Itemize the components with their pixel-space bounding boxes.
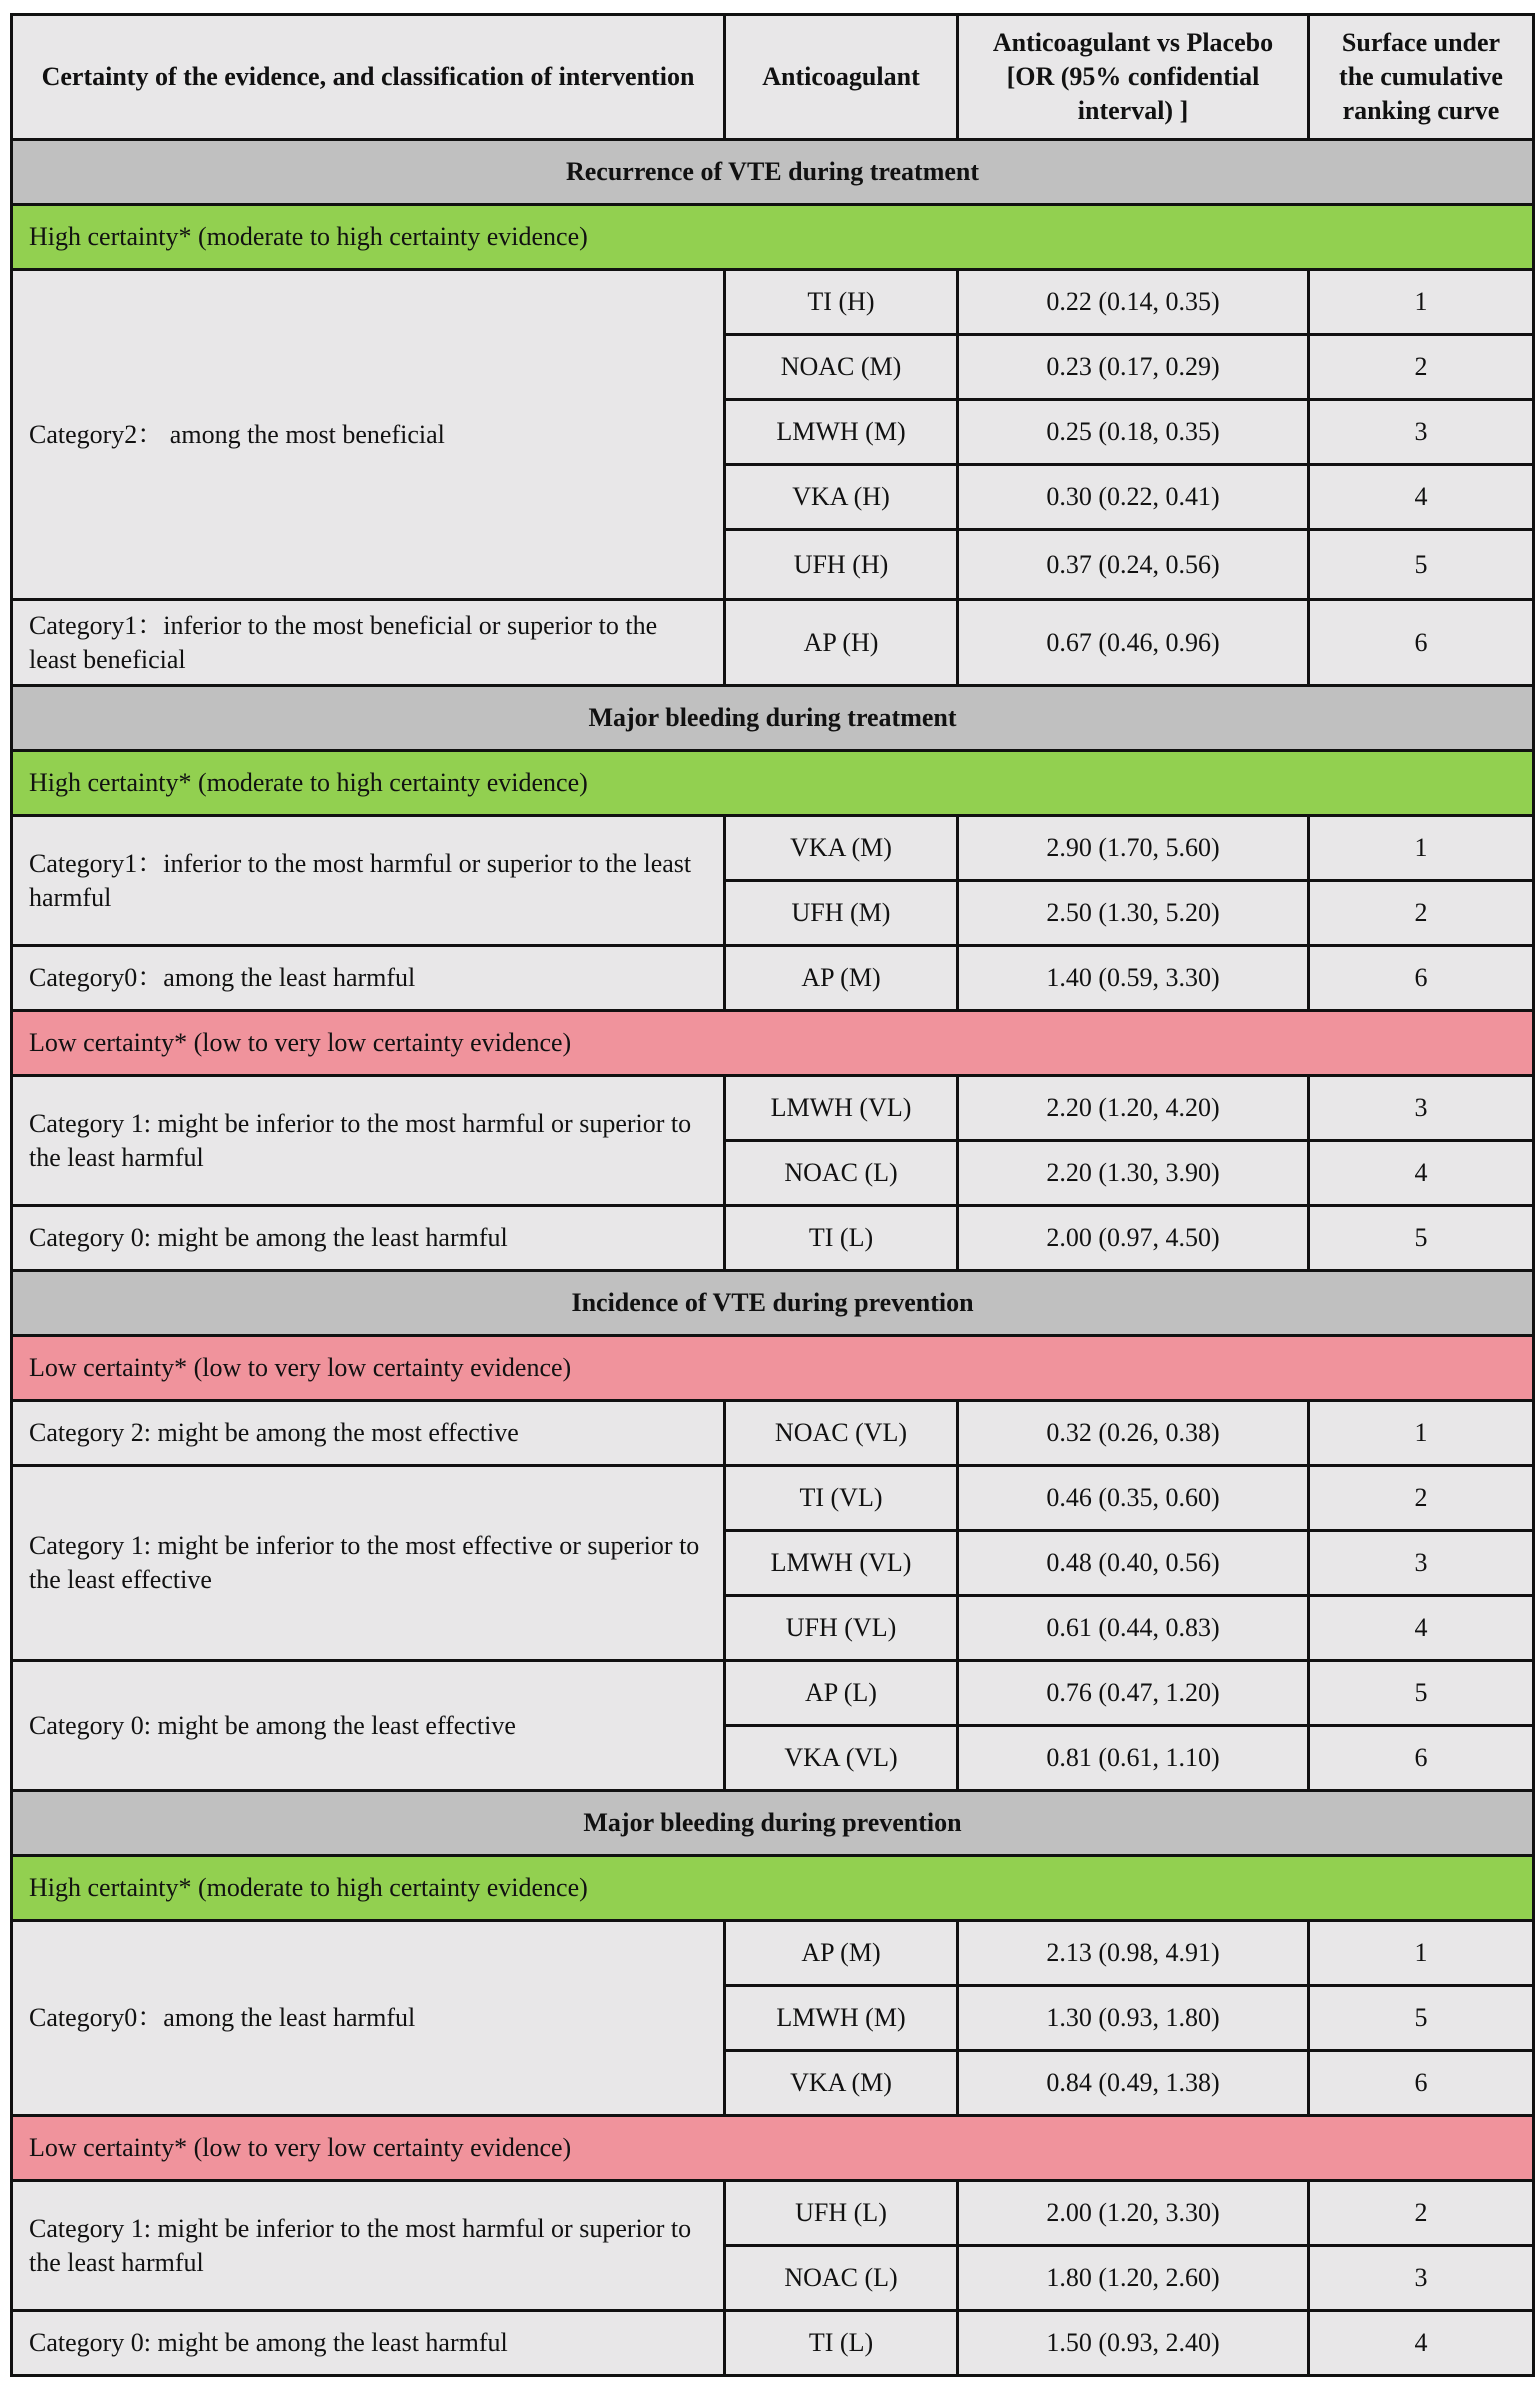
certainty-label: Low certainty* (low to very low certainty evidence) xyxy=(12,1336,1534,1401)
certainty-label: High certainty* (moderate to high certainty evidence) xyxy=(12,1856,1534,1921)
odds-ratio-cell: 0.67 (0.46, 0.96) xyxy=(958,600,1309,686)
anticoagulant-cell: VKA (VL) xyxy=(725,1726,958,1791)
anticoagulant-cell: AP (M) xyxy=(725,946,958,1011)
anticoagulant-cell: NOAC (L) xyxy=(725,2246,958,2311)
table-row xyxy=(12,270,1534,335)
table-row xyxy=(12,2181,1534,2246)
anticoagulant-cell: VKA (H) xyxy=(725,465,958,530)
anticoagulant-cell: VKA (M) xyxy=(725,2051,958,2116)
certainty-row xyxy=(12,751,1534,816)
certainty-row xyxy=(12,2116,1534,2181)
sucra-rank-cell: 2 xyxy=(1309,881,1534,946)
category-label: Category1：inferior to the most harmful or superior to the least harmful xyxy=(12,816,725,946)
anticoagulant-cell: TI (H) xyxy=(725,270,958,335)
sucra-rank-cell: 6 xyxy=(1309,946,1534,1011)
results-table xyxy=(10,13,1535,2377)
odds-ratio-cell: 0.61 (0.44, 0.83) xyxy=(958,1596,1309,1661)
odds-ratio-cell: 0.46 (0.35, 0.60) xyxy=(958,1466,1309,1531)
anticoagulant-cell: LMWH (M) xyxy=(725,400,958,465)
table-row xyxy=(12,1206,1534,1271)
section-header-row xyxy=(12,1791,1534,1856)
odds-ratio-cell: 2.00 (1.20, 3.30) xyxy=(958,2181,1309,2246)
anticoagulant-cell: TI (L) xyxy=(725,2311,958,2376)
odds-ratio-cell: 1.40 (0.59, 3.30) xyxy=(958,946,1309,1011)
anticoagulant-cell: UFH (L) xyxy=(725,2181,958,2246)
sucra-rank-cell: 6 xyxy=(1309,600,1534,686)
anticoagulant-cell: UFH (H) xyxy=(725,530,958,600)
anticoagulant-cell: AP (M) xyxy=(725,1921,958,1986)
sucra-rank-cell: 1 xyxy=(1309,1401,1534,1466)
category-label: Category 1: might be inferior to the most effective or superior to the least effective xyxy=(12,1466,725,1661)
category-label: Category 1: might be inferior to the most harmful or superior to the least harmful xyxy=(12,2181,725,2311)
odds-ratio-cell: 0.48 (0.40, 0.56) xyxy=(958,1531,1309,1596)
odds-ratio-cell: 0.84 (0.49, 1.38) xyxy=(958,2051,1309,2116)
anticoagulant-cell: LMWH (M) xyxy=(725,1986,958,2051)
section-title: Major bleeding during prevention xyxy=(12,1791,1534,1856)
section-header-row xyxy=(12,686,1534,751)
odds-ratio-cell: 0.25 (0.18, 0.35) xyxy=(958,400,1309,465)
sucra-rank-cell: 5 xyxy=(1309,1661,1534,1726)
odds-ratio-cell: 0.32 (0.26, 0.38) xyxy=(958,1401,1309,1466)
category-label: Category 1: might be inferior to the most harmful or superior to the least harmful xyxy=(12,1076,725,1206)
certainty-label: Low certainty* (low to very low certainty evidence) xyxy=(12,2116,1534,2181)
odds-ratio-cell: 1.50 (0.93, 2.40) xyxy=(958,2311,1309,2376)
section-title: Incidence of VTE during prevention xyxy=(12,1271,1534,1336)
odds-ratio-cell: 0.22 (0.14, 0.35) xyxy=(958,270,1309,335)
anticoagulant-cell: LMWH (VL) xyxy=(725,1076,958,1141)
odds-ratio-cell: 2.20 (1.30, 3.90) xyxy=(958,1141,1309,1206)
table-row xyxy=(12,1466,1534,1531)
header-odds-ratio: Anticoagulant vs Placebo [OR (95% confidential interval) ] xyxy=(958,15,1309,140)
category-label: Category 0: might be among the least effective xyxy=(12,1661,725,1791)
certainty-row xyxy=(12,1856,1534,1921)
odds-ratio-cell: 0.23 (0.17, 0.29) xyxy=(958,335,1309,400)
certainty-row xyxy=(12,205,1534,270)
sucra-rank-cell: 1 xyxy=(1309,816,1534,881)
section-header-row xyxy=(12,140,1534,205)
sucra-rank-cell: 2 xyxy=(1309,2181,1534,2246)
header-sucra: Surface under the cumulative ranking curve xyxy=(1309,15,1534,140)
category-label: Category0：among the least harmful xyxy=(12,946,725,1011)
category-label: Category 0: might be among the least harmful xyxy=(12,2311,725,2376)
sucra-rank-cell: 5 xyxy=(1309,1206,1534,1271)
sucra-rank-cell: 4 xyxy=(1309,465,1534,530)
sucra-rank-cell: 2 xyxy=(1309,335,1534,400)
section-title: Major bleeding during treatment xyxy=(12,686,1534,751)
table-row xyxy=(12,600,1534,686)
section-header-row xyxy=(12,1271,1534,1336)
certainty-label: Low certainty* (low to very low certainty evidence) xyxy=(12,1011,1534,1076)
sucra-rank-cell: 3 xyxy=(1309,2246,1534,2311)
certainty-label: High certainty* (moderate to high certainty evidence) xyxy=(12,751,1534,816)
anticoagulant-cell: NOAC (VL) xyxy=(725,1401,958,1466)
table-row xyxy=(12,1401,1534,1466)
table-row xyxy=(12,1076,1534,1141)
odds-ratio-cell: 0.76 (0.47, 1.20) xyxy=(958,1661,1309,1726)
sucra-rank-cell: 3 xyxy=(1309,1076,1534,1141)
sucra-rank-cell: 6 xyxy=(1309,2051,1534,2116)
anticoagulant-cell: TI (L) xyxy=(725,1206,958,1271)
anticoagulant-cell: UFH (M) xyxy=(725,881,958,946)
anticoagulant-cell: AP (L) xyxy=(725,1661,958,1726)
table-row xyxy=(12,1661,1534,1726)
odds-ratio-cell: 2.13 (0.98, 4.91) xyxy=(958,1921,1309,1986)
category-label: Category0：among the least harmful xyxy=(12,1921,725,2116)
anticoagulant-cell: LMWH (VL) xyxy=(725,1531,958,1596)
section-title: Recurrence of VTE during treatment xyxy=(12,140,1534,205)
sucra-rank-cell: 2 xyxy=(1309,1466,1534,1531)
table-row xyxy=(12,946,1534,1011)
certainty-row xyxy=(12,1336,1534,1401)
sucra-rank-cell: 5 xyxy=(1309,530,1534,600)
odds-ratio-cell: 2.20 (1.20, 4.20) xyxy=(958,1076,1309,1141)
odds-ratio-cell: 0.30 (0.22, 0.41) xyxy=(958,465,1309,530)
sucra-rank-cell: 1 xyxy=(1309,270,1534,335)
anticoagulant-cell: VKA (M) xyxy=(725,816,958,881)
sucra-rank-cell: 4 xyxy=(1309,1596,1534,1661)
sucra-rank-cell: 4 xyxy=(1309,2311,1534,2376)
anticoagulant-cell: TI (VL) xyxy=(725,1466,958,1531)
anticoagulant-cell: NOAC (M) xyxy=(725,335,958,400)
table-row xyxy=(12,816,1534,881)
header-row xyxy=(12,15,1534,140)
odds-ratio-cell: 0.81 (0.61, 1.10) xyxy=(958,1726,1309,1791)
odds-ratio-cell: 2.90 (1.70, 5.60) xyxy=(958,816,1309,881)
category-label: Category2： among the most beneficial xyxy=(12,270,725,600)
table-row xyxy=(12,2311,1534,2376)
odds-ratio-cell: 2.00 (0.97, 4.50) xyxy=(958,1206,1309,1271)
anticoagulant-cell: AP (H) xyxy=(725,600,958,686)
odds-ratio-cell: 1.80 (1.20, 2.60) xyxy=(958,2246,1309,2311)
table-row xyxy=(12,1921,1534,1986)
sucra-rank-cell: 6 xyxy=(1309,1726,1534,1791)
header-certainty: Certainty of the evidence, and classification of intervention xyxy=(12,15,725,140)
category-label: Category1：inferior to the most beneficial or superior to the least beneficial xyxy=(12,600,725,686)
sucra-rank-cell: 3 xyxy=(1309,1531,1534,1596)
anticoagulant-cell: NOAC (L) xyxy=(725,1141,958,1206)
category-label: Category 0: might be among the least harmful xyxy=(12,1206,725,1271)
table-body xyxy=(12,140,1534,2376)
anticoagulant-cell: UFH (VL) xyxy=(725,1596,958,1661)
header-anticoagulant: Anticoagulant xyxy=(725,15,958,140)
certainty-row xyxy=(12,1011,1534,1076)
sucra-rank-cell: 1 xyxy=(1309,1921,1534,1986)
sucra-rank-cell: 5 xyxy=(1309,1986,1534,2051)
certainty-label: High certainty* (moderate to high certainty evidence) xyxy=(12,205,1534,270)
sucra-rank-cell: 3 xyxy=(1309,400,1534,465)
category-label: Category 2: might be among the most effective xyxy=(12,1401,725,1466)
odds-ratio-cell: 0.37 (0.24, 0.56) xyxy=(958,530,1309,600)
odds-ratio-cell: 2.50 (1.30, 5.20) xyxy=(958,881,1309,946)
sucra-rank-cell: 4 xyxy=(1309,1141,1534,1206)
odds-ratio-cell: 1.30 (0.93, 1.80) xyxy=(958,1986,1309,2051)
